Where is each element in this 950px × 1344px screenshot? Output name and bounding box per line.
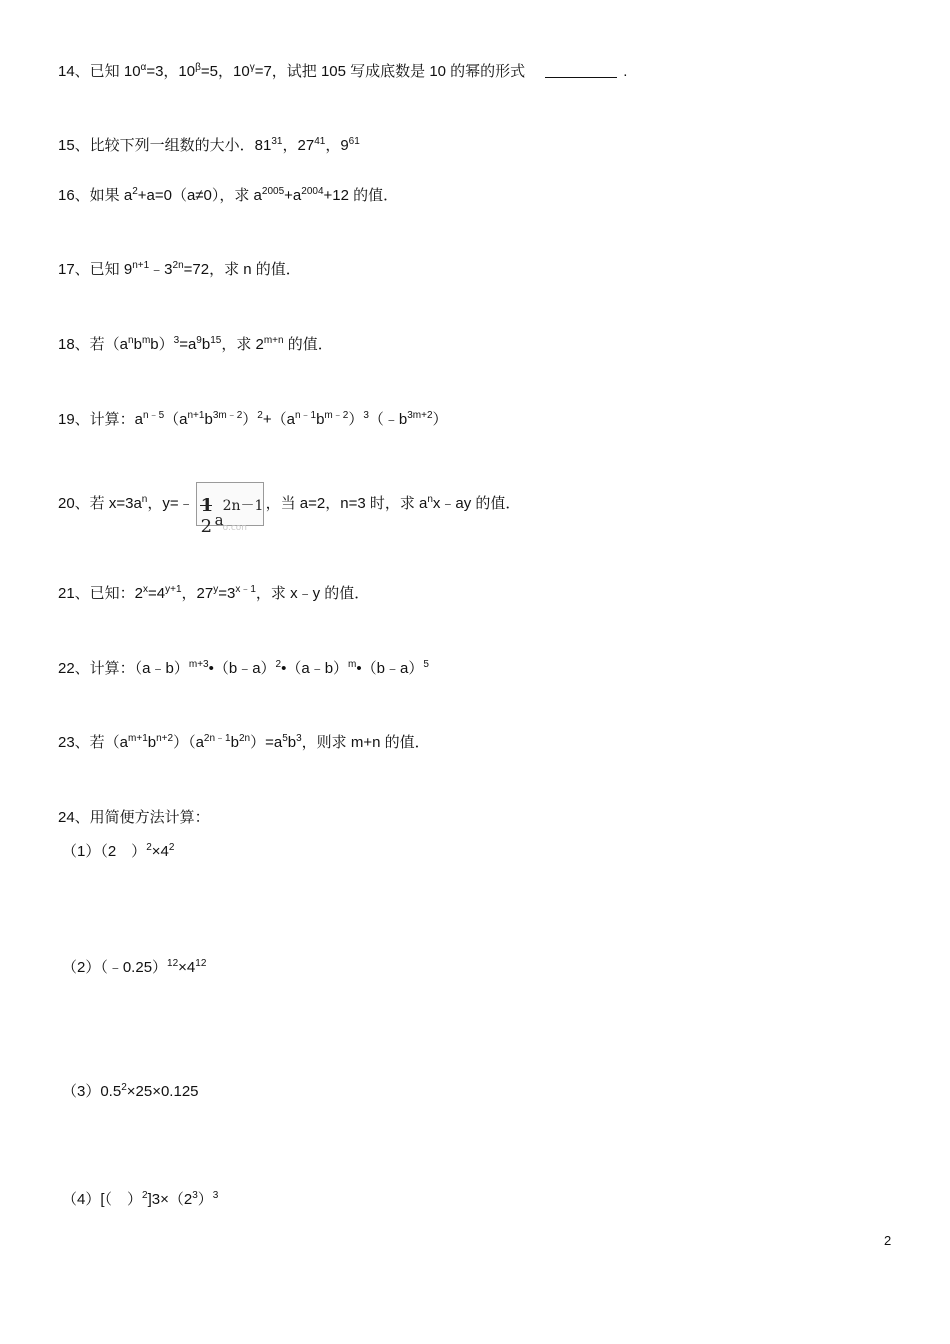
question-21: 21、已知：$2^x=4^{y+1}$，$27^y=3^{x﹣1}$，求 x﹣y 的值． bbox=[58, 584, 370, 602]
question-24-part-2: $(2)(﹣0.25)^{12}\times 4^{12}$ bbox=[62, 958, 207, 976]
question-20: 20、若 $x=3a^n$，y=﹣ 1 2 a 2n－1 o.con ，当 a=2，n=3 时，求 $a^nx﹣ay$ 的值． bbox=[58, 482, 520, 526]
question-16: 16、如果 $a^2+a=0(a\ne 0)$，求 $a^{2005}+a^{2004}+12$ 的值． bbox=[58, 186, 399, 204]
page-number: 2 bbox=[884, 1233, 892, 1248]
question-24-title: 24、用简便方法计算： bbox=[58, 809, 210, 826]
question-24-part-3: $(3)0.5^2\times 25\times 0.125$ bbox=[62, 1082, 199, 1100]
answer-blank[interactable] bbox=[545, 63, 617, 78]
question-23: 23、若$(a^{m+1}b^{n+2})(a^{2n﹣1}b^{2n})=a^5b^3$，则求 m+n 的值． bbox=[58, 733, 430, 751]
fraction-formula-image: 1 2 a 2n－1 o.con bbox=[196, 482, 264, 526]
question-22: 22、计算：（a﹣b）$^{m+3}$•（b﹣a）$^2$•（a﹣b）$^m$•（b﹣a）$^5$ bbox=[58, 659, 429, 677]
question-17: 17、已知 $9^{n+1}﹣3^{2n}=72$，求 n 的值． bbox=[58, 260, 301, 278]
question-18: 18、若$(a^nb^mb)^3=a^9b^{15}$，求 $2^{m+n}$ 的值． bbox=[58, 335, 333, 353]
question-14: 14、已知 $10^\alpha=3$，$10^\beta=5$，$10^\gamma=7$，试把 105 写成底数是 10 的幂的形式 . bbox=[58, 62, 628, 80]
question-19: 19、计算：$a^{n﹣5}(a^{n+1}b^{3m﹣2})^2+(a^{n﹣1}b^{m﹣2})^3(﹣b^{3m+2})$ bbox=[58, 410, 448, 428]
question-15: 15、比较下列一组数的大小．$81^{31}$，$27^{41}$，$9^{61}$ bbox=[58, 136, 360, 154]
question-24-part-4: （4）[（ ）$^2]3\times(2^3)^3$ bbox=[62, 1190, 219, 1208]
question-24-part-1: （1）（2 ）$^2\times 4^2$ bbox=[62, 842, 175, 860]
watermark-text: o.con bbox=[222, 523, 247, 534]
